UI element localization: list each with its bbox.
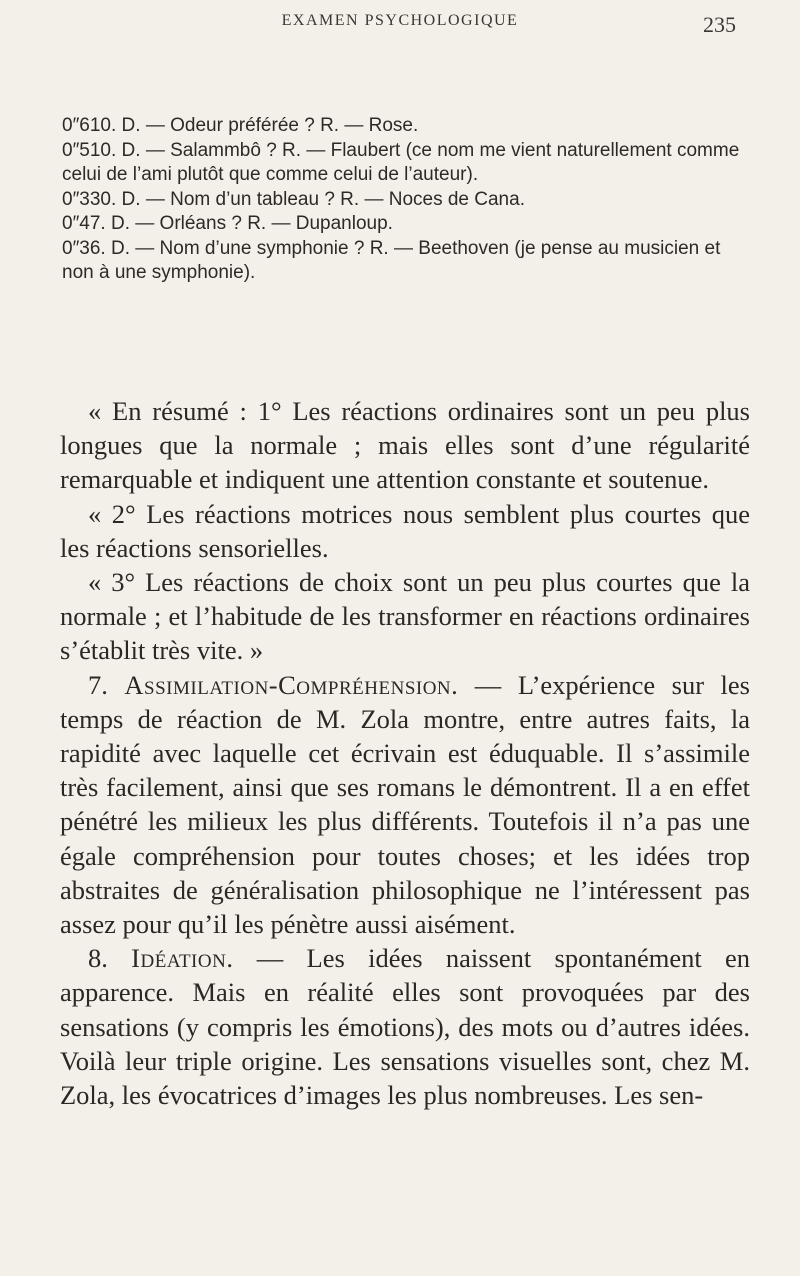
page-header [0, 12, 800, 42]
running-head: EXAMEN PSYCHOLOGIQUE [281, 12, 519, 29]
body-text [60, 394, 750, 1112]
paragraph-reactions-choix: « 3° Les réactions de choix sont un peu plus courtes que la normale ; et l’habitude de les transformer en réactions ordinaires s’établit très vite. » [60, 567, 750, 666]
section-heading-ideation: Idéation. [131, 943, 234, 974]
qa-item-salammbo: 0″510. D. — Salammbô ? R. — Flaubert (ce nom me vient naturellement comme celui de l’ami plutôt que comme celui de l’auteur). [62, 139, 740, 185]
qa-item-odeur: 0″610. D. — Odeur préférée ? R. — Rose. [62, 115, 419, 136]
paragraph-reactions-motrices: « 2° Les réactions motrices nous semblent plus courtes que les réactions sensorielles. [60, 498, 750, 563]
paragraph-resume: « En résumé : 1° Les réactions ordinaires sont un peu plus longues que la normale ; mais elles sont d’une régularité remarquable et indiquent une attention constante et soutenue. [60, 396, 750, 495]
paragraph-ideation [60, 941, 750, 1112]
section-number: 7. [88, 669, 108, 700]
reaction-times-list [62, 114, 752, 286]
paragraph-assimilation [60, 668, 750, 942]
qa-item-tableau: 0″330. D. — Nom d’un tableau ? R. — Noces de Cana. [62, 188, 525, 210]
section-number: 8. [88, 943, 108, 974]
qa-item-symphonie: 0″36. D. — Nom d’une symphonie ? R. — Beethoven (je pense au musicien et non à une symphonie). [62, 237, 721, 283]
page-number: 235 [703, 12, 736, 37]
paragraph-ideation-body: — Les idées naissent spontanément en apparence. Mais en réalité elles sont provoquées par des sensations (y compris les émotions), des mots ou d’autres idées. Voilà leur triple origine. Les sensations visuelles sont, chez M. Zola, les évocatrices d’images les plus nombreuses. Les sen- [60, 943, 750, 1111]
qa-item-orleans: 0″47. D. — Orléans ? R. — Dupanloup. [62, 213, 393, 234]
section-heading-assimilation: Assimilation-Compréhension. [124, 669, 459, 700]
paragraph-assimilation-body: — L’expérience sur les temps de réaction de M. Zola montre, entre autres faits, la rapidité avec laquelle cet écrivain est éduquable. Il s’assimile très facilement, ainsi que ses romans le démontrent. Il a en effet pénétré les milieux les plus différents. Toutefois il n’a pas une égale compréhension pour toutes choses; et les idées trop abstraites de généralisation philosophique ne l’intéressent pas assez pour qu’il les pénètre aussi aisément. [60, 669, 750, 940]
